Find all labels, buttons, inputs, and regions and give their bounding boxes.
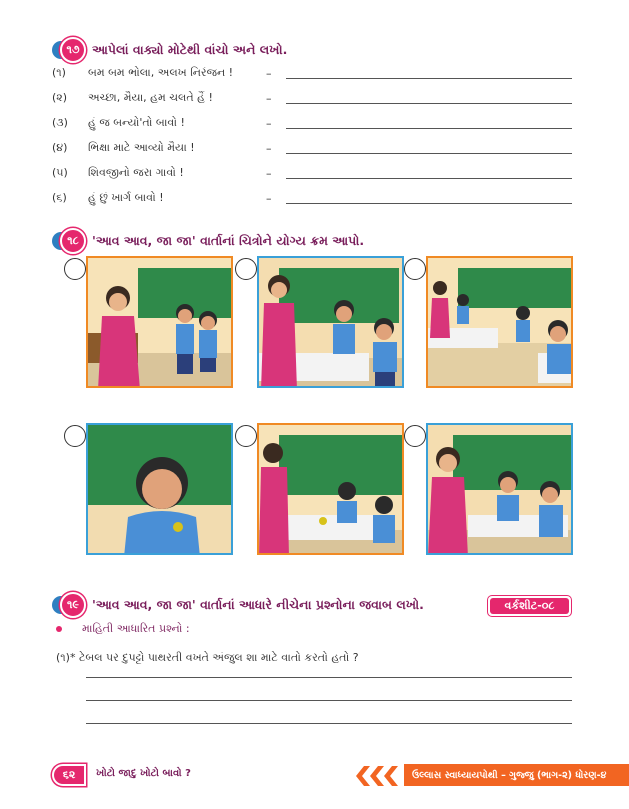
sentence-dash: – bbox=[266, 166, 272, 180]
page-footer bbox=[0, 764, 629, 788]
order-circle-5[interactable] bbox=[235, 425, 257, 447]
story-picture-5 bbox=[257, 423, 404, 555]
sentence-dash: – bbox=[266, 66, 272, 80]
sentence-number: (૨) bbox=[52, 91, 68, 104]
sentence-dash: – bbox=[266, 91, 272, 105]
question-number-badge: ૧૯ bbox=[52, 592, 86, 618]
bullet-icon bbox=[56, 626, 62, 632]
question-title: 'આવ આવ, જા જા' વાર્તાનાં ચિત્રોને યોગ્ય ક્રમ આપો. bbox=[92, 233, 365, 248]
sentence-dash: – bbox=[266, 191, 272, 205]
sentence-number: (૬) bbox=[52, 191, 67, 204]
question-number-badge: ૧૮ bbox=[52, 228, 86, 254]
question-text: (૧)* ટેબલ પર દુપટ્ટો પાથરતી વખતે અંજુલ શા માટે વાતો કરતો હતો ? bbox=[56, 651, 359, 664]
page-number-badge: ૬૨ bbox=[52, 764, 86, 786]
sentence-row-2 bbox=[52, 88, 572, 108]
order-circle-4[interactable] bbox=[64, 425, 86, 447]
classroom-illustration bbox=[259, 258, 404, 388]
classroom-illustration bbox=[428, 425, 573, 555]
story-picture-2 bbox=[257, 256, 404, 388]
sentence-text: અચ્છા, મૈયા, હમ ચલતે હૈં ! bbox=[88, 91, 213, 104]
question-19-header bbox=[52, 592, 424, 618]
footer-right-band: ઉલ્લાસ સ્વાધ્યાયપોથી – ગુજ્જુ (ભાગ-૨) ધોરણ-૪ bbox=[404, 764, 629, 786]
footer-chevrons bbox=[352, 766, 402, 786]
footer-left-text: ખોટો જાદુ ખોટો બાવો ? bbox=[96, 768, 191, 779]
sentence-dash: – bbox=[266, 116, 272, 130]
question-title: આપેલાં વાક્યો મોટેથી વાંચો અને લખો. bbox=[92, 42, 288, 57]
sentence-row-3 bbox=[52, 113, 572, 133]
story-picture-3 bbox=[426, 256, 573, 388]
write-line[interactable] bbox=[286, 143, 572, 154]
answer-line-1[interactable] bbox=[86, 677, 572, 678]
order-circle-6[interactable] bbox=[404, 425, 426, 447]
question-18-header bbox=[52, 228, 364, 254]
classroom-illustration bbox=[259, 425, 404, 555]
girl-illustration bbox=[88, 425, 233, 555]
sentence-text: હું છું ખાર્ગ બાવો ! bbox=[88, 191, 164, 204]
bullet-label: માહિતી આધારિત પ્રશ્નો : bbox=[56, 622, 190, 636]
write-line[interactable] bbox=[286, 168, 572, 179]
sentence-row-6 bbox=[52, 188, 572, 208]
sentence-text: બમ બમ ભોલા, અલખ નિરંજન ! bbox=[88, 66, 234, 79]
question-17-header bbox=[52, 37, 287, 63]
sentence-text: ભિક્ષા માટે આવ્યો મૈયા ! bbox=[88, 141, 195, 154]
order-circle-3[interactable] bbox=[404, 258, 426, 280]
classroom-illustration bbox=[88, 258, 233, 388]
sentence-number: (૫) bbox=[52, 166, 68, 179]
sentence-number: (૩) bbox=[52, 116, 68, 129]
sentence-number: (૧) bbox=[52, 66, 66, 79]
sentence-row-4 bbox=[52, 138, 572, 158]
classroom-illustration bbox=[428, 258, 573, 388]
sentence-dash: – bbox=[266, 141, 272, 155]
answer-line-3[interactable] bbox=[86, 723, 572, 724]
sentence-row-1 bbox=[52, 63, 572, 83]
question-title: 'આવ આવ, જા જા' વાર્તાનાં આધારે નીચેના પ્રશ્નોના જવાબ લખો. bbox=[92, 597, 424, 612]
story-picture-6 bbox=[426, 423, 573, 555]
write-line[interactable] bbox=[286, 93, 572, 104]
answer-line-2[interactable] bbox=[86, 700, 572, 701]
question-number-badge: ૧૭ bbox=[52, 37, 86, 63]
sentence-number: (૪) bbox=[52, 141, 68, 154]
sentence-text: શિવજીનો જરા ગાવો ! bbox=[88, 166, 184, 179]
write-line[interactable] bbox=[286, 68, 572, 79]
story-picture-4 bbox=[86, 423, 233, 555]
write-line[interactable] bbox=[286, 193, 572, 204]
sentence-text: હું જ બન્યો'તો બાવો ! bbox=[88, 116, 185, 129]
order-circle-1[interactable] bbox=[64, 258, 86, 280]
write-line[interactable] bbox=[286, 118, 572, 129]
order-circle-2[interactable] bbox=[235, 258, 257, 280]
worksheet-tag: વર્કશીટ-૦૮ bbox=[487, 595, 572, 617]
story-picture-1 bbox=[86, 256, 233, 388]
sentence-row-5 bbox=[52, 163, 572, 183]
